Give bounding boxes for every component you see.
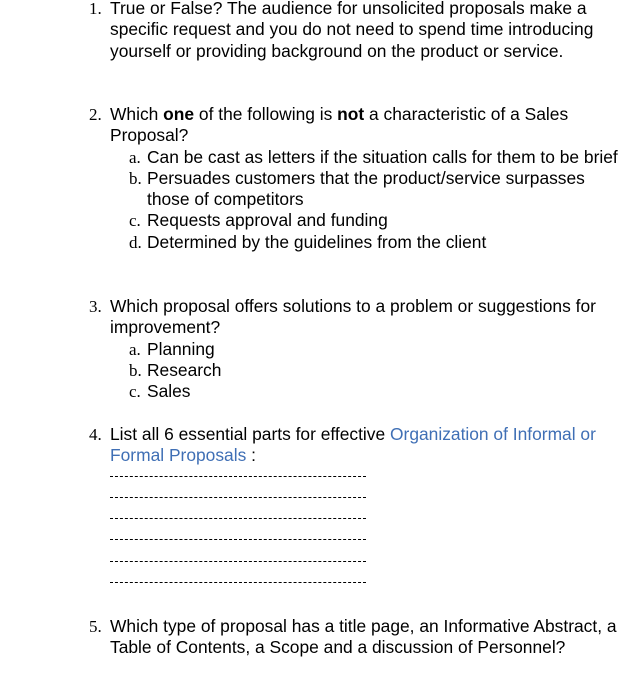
organization-proposals-link[interactable]: Organization of Informal or Formal Proposals <box>110 424 596 466</box>
question-number: 5. <box>89 617 102 636</box>
emphasis-not: not <box>337 104 365 124</box>
option-list <box>129 339 619 403</box>
question-5 <box>89 616 619 659</box>
question-4 <box>89 424 619 594</box>
answer-line-2 <box>110 488 619 509</box>
question-number: 3. <box>89 297 102 316</box>
option-b: b. Persuades customers that the product/service surpasses those of competitors <box>129 167 585 210</box>
question-text: Which type of proposal has a title page, an Informative Abstract, a Table of Contents, a Scope and a discussion of Personnel? <box>110 616 617 658</box>
answer-line-4 <box>110 530 619 551</box>
option-a: a. Can be cast as letters if the situation calls for them to be brief <box>129 146 618 167</box>
option-list <box>129 147 619 253</box>
question-text: Which proposal offers solutions to a problem or suggestions for improvement? <box>110 296 596 338</box>
question-2 <box>89 104 619 253</box>
question-number: 2. <box>89 105 102 124</box>
answer-line-1 <box>110 467 619 488</box>
answer-line-3 <box>110 509 619 530</box>
question-1 <box>89 0 619 62</box>
question-text: Which one of the following is not a characteristic of a Sales Proposal? <box>110 104 569 146</box>
answer-line-5 <box>110 552 619 573</box>
option-b: b. Research <box>129 359 222 380</box>
question-3 <box>89 296 619 402</box>
option-c: c. Requests approval and funding <box>129 210 388 231</box>
question-text: List all 6 essential parts for effective Organization of Informal or Formal Proposals : <box>110 424 596 466</box>
question-number: 1. <box>89 0 102 18</box>
answer-lines <box>110 467 619 595</box>
option-a: a. Planning <box>129 338 215 359</box>
option-d: d. Determined by the guidelines from the client <box>129 231 487 252</box>
option-c: c. Sales <box>129 381 191 402</box>
question-number: 4. <box>89 425 102 444</box>
answer-line-6 <box>110 573 619 594</box>
emphasis-one: one <box>163 104 195 124</box>
question-text: True or False? The audience for unsolicited proposals make a specific request and you do not need to spend time introducing yourself or providing background on the product or service. <box>110 0 594 61</box>
